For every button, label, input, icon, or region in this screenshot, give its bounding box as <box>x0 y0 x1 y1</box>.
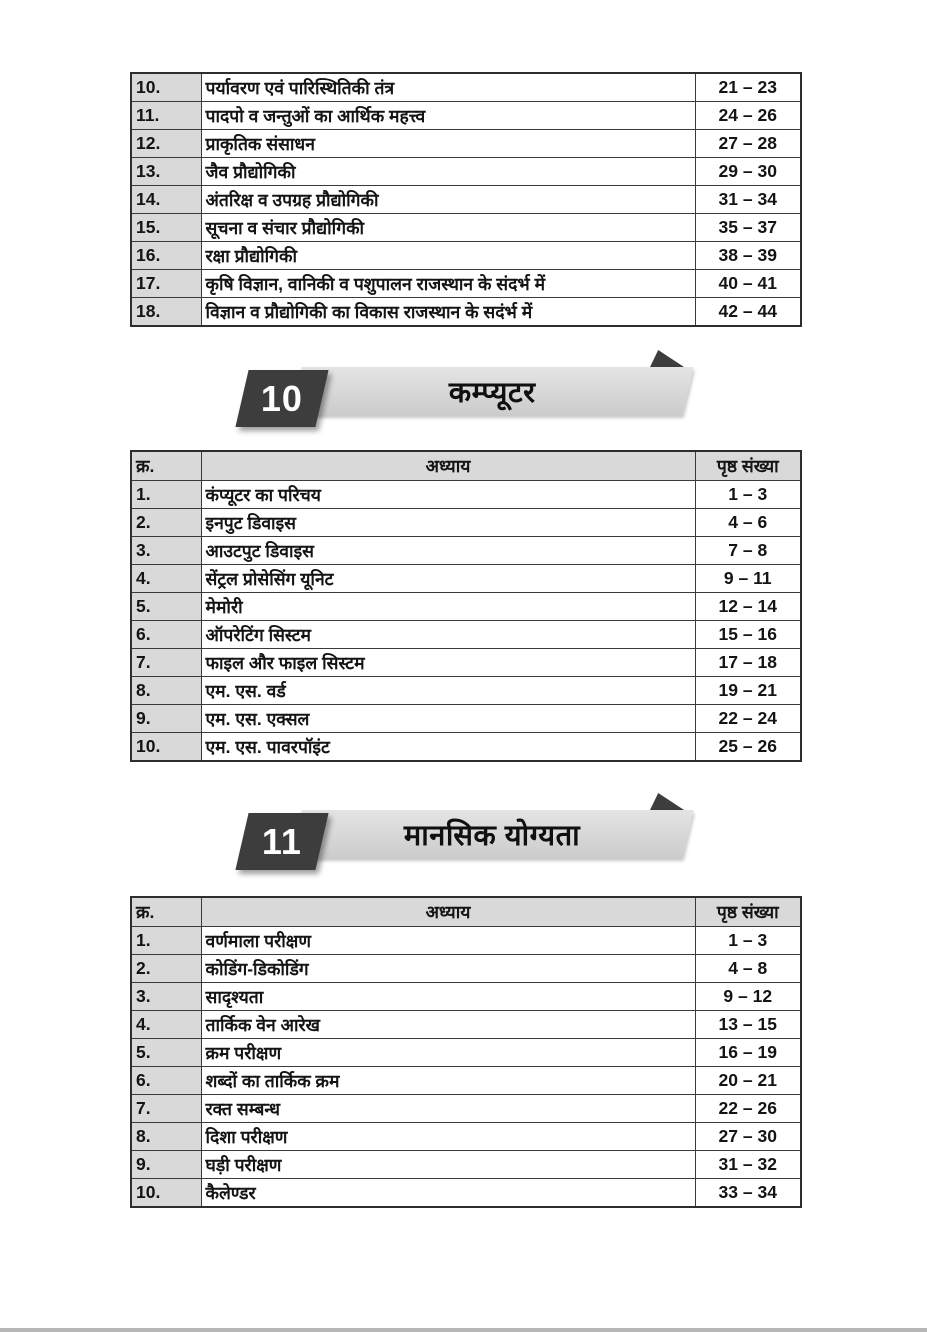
chapter-num-cell: 6. <box>131 621 201 649</box>
table-header-row <box>131 897 801 927</box>
chapter-row <box>131 242 801 270</box>
toc-table-mental-ability <box>130 896 802 1208</box>
chapter-pages-cell: 16 – 19 <box>695 1039 801 1067</box>
chapter-row <box>131 270 801 298</box>
section-title: मानसिक योग्यता <box>403 819 581 852</box>
chapter-num-cell: 16. <box>131 242 201 270</box>
chapter-chapter-cell: घड़ी परीक्षण <box>201 1151 695 1179</box>
section-11-banner <box>230 793 695 877</box>
chapter-pages-cell: 22 – 24 <box>695 705 801 733</box>
section-number: 10 <box>260 377 304 419</box>
chapter-num-cell: 1. <box>131 481 201 509</box>
chapter-row <box>131 983 801 1011</box>
chapter-pages-cell: 1 – 3 <box>695 481 801 509</box>
chapter-row <box>131 1095 801 1123</box>
chapter-num-cell: 1. <box>131 927 201 955</box>
chapter-num-cell: 17. <box>131 270 201 298</box>
chapter-pages-cell: 7 – 8 <box>695 537 801 565</box>
chapter-num-cell: 11. <box>131 102 201 130</box>
chapter-pages-cell: 31 – 34 <box>695 186 801 214</box>
chapter-chapter-cell: आउटपुट डिवाइस <box>201 537 695 565</box>
chapter-chapter-cell: रक्षा प्रौद्योगिकी <box>201 242 695 270</box>
section-title-ribbon <box>290 367 693 415</box>
chapter-num-cell: 10. <box>131 733 201 762</box>
header-chapter: अध्याय <box>201 451 695 481</box>
chapter-row <box>131 705 801 733</box>
section-10-banner <box>230 350 695 434</box>
section-number-badge <box>235 370 328 427</box>
chapter-chapter-cell: एम. एस. पावरपॉइंट <box>201 733 695 762</box>
chapter-chapter-cell: ऑपरेटिंग सिस्टम <box>201 621 695 649</box>
chapter-num-cell: 10. <box>131 1179 201 1208</box>
chapter-chapter-cell: फाइल और फाइल सिस्टम <box>201 649 695 677</box>
chapter-pages-cell: 15 – 16 <box>695 621 801 649</box>
chapter-num-cell: 13. <box>131 158 201 186</box>
chapter-pages-cell: 19 – 21 <box>695 677 801 705</box>
chapter-row <box>131 214 801 242</box>
chapter-num-cell: 9. <box>131 705 201 733</box>
chapter-row <box>131 1039 801 1067</box>
chapter-chapter-cell: सूचना व संचार प्रौद्योगिकी <box>201 214 695 242</box>
chapter-chapter-cell: विज्ञान व प्रौद्योगिकी का विकास राजस्थान के सदंर्भ में <box>201 298 695 327</box>
section-title-ribbon <box>290 810 693 858</box>
chapter-row <box>131 927 801 955</box>
chapter-chapter-cell: क्रम परीक्षण <box>201 1039 695 1067</box>
chapter-num-cell: 18. <box>131 298 201 327</box>
chapter-pages-cell: 4 – 8 <box>695 955 801 983</box>
chapter-pages-cell: 13 – 15 <box>695 1011 801 1039</box>
chapter-chapter-cell: कैलेण्डर <box>201 1179 695 1208</box>
chapter-pages-cell: 27 – 30 <box>695 1123 801 1151</box>
header-serial: क्र. <box>131 451 201 481</box>
chapter-num-cell: 8. <box>131 677 201 705</box>
chapter-pages-cell: 24 – 26 <box>695 102 801 130</box>
chapter-chapter-cell: रक्त सम्बन्ध <box>201 1095 695 1123</box>
chapter-pages-cell: 12 – 14 <box>695 593 801 621</box>
toc-table-science-continued <box>130 72 802 327</box>
chapter-pages-cell: 40 – 41 <box>695 270 801 298</box>
chapter-num-cell: 9. <box>131 1151 201 1179</box>
chapter-num-cell: 5. <box>131 1039 201 1067</box>
chapter-chapter-cell: दिशा परीक्षण <box>201 1123 695 1151</box>
section-number-badge <box>235 813 328 870</box>
chapter-row <box>131 509 801 537</box>
chapter-pages-cell: 20 – 21 <box>695 1067 801 1095</box>
chapter-pages-cell: 9 – 11 <box>695 565 801 593</box>
chapter-pages-cell: 25 – 26 <box>695 733 801 762</box>
header-chapter: अध्याय <box>201 897 695 927</box>
chapter-row <box>131 102 801 130</box>
chapter-pages-cell: 1 – 3 <box>695 927 801 955</box>
chapter-chapter-cell: पर्यावरण एवं पारिस्थितिकी तंत्र <box>201 73 695 102</box>
chapter-num-cell: 12. <box>131 130 201 158</box>
chapter-pages-cell: 17 – 18 <box>695 649 801 677</box>
chapter-chapter-cell: इनपुट डिवाइस <box>201 509 695 537</box>
chapter-chapter-cell: एम. एस. एक्सल <box>201 705 695 733</box>
page-bottom-bar <box>0 1328 927 1332</box>
section-number: 11 <box>261 820 303 862</box>
chapter-row <box>131 1067 801 1095</box>
chapter-num-cell: 4. <box>131 565 201 593</box>
chapter-num-cell: 14. <box>131 186 201 214</box>
chapter-row <box>131 1011 801 1039</box>
toc-table-computer <box>130 450 802 762</box>
chapter-row <box>131 733 801 762</box>
chapter-chapter-cell: सादृश्यता <box>201 983 695 1011</box>
chapter-num-cell: 6. <box>131 1067 201 1095</box>
chapter-num-cell: 15. <box>131 214 201 242</box>
chapter-pages-cell: 4 – 6 <box>695 509 801 537</box>
chapter-row <box>131 649 801 677</box>
header-pages: पृष्ठ संख्या <box>695 451 801 481</box>
chapter-row <box>131 298 801 327</box>
chapter-row <box>131 158 801 186</box>
chapter-num-cell: 4. <box>131 1011 201 1039</box>
chapter-chapter-cell: तार्किक वेन आरेख <box>201 1011 695 1039</box>
chapter-chapter-cell: कृषि विज्ञान, वानिकी व पशुपालन राजस्थान के संदर्भ में <box>201 270 695 298</box>
chapter-row <box>131 186 801 214</box>
chapter-row <box>131 1151 801 1179</box>
chapter-chapter-cell: मेमोरी <box>201 593 695 621</box>
chapter-num-cell: 3. <box>131 983 201 1011</box>
table-header-row <box>131 451 801 481</box>
chapter-chapter-cell: जैव प्रौद्योगिकी <box>201 158 695 186</box>
chapter-chapter-cell: अंतरिक्ष व उपग्रह प्रौद्योगिकी <box>201 186 695 214</box>
chapter-num-cell: 2. <box>131 955 201 983</box>
chapter-pages-cell: 38 – 39 <box>695 242 801 270</box>
chapter-pages-cell: 21 – 23 <box>695 73 801 102</box>
chapter-row <box>131 481 801 509</box>
chapter-num-cell: 10. <box>131 73 201 102</box>
chapter-row <box>131 677 801 705</box>
chapter-num-cell: 2. <box>131 509 201 537</box>
chapter-pages-cell: 42 – 44 <box>695 298 801 327</box>
chapter-row <box>131 955 801 983</box>
chapter-row <box>131 1179 801 1208</box>
chapter-pages-cell: 35 – 37 <box>695 214 801 242</box>
chapter-row <box>131 593 801 621</box>
chapter-chapter-cell: प्राकृतिक संसाधन <box>201 130 695 158</box>
chapter-chapter-cell: एम. एस. वर्ड <box>201 677 695 705</box>
chapter-pages-cell: 33 – 34 <box>695 1179 801 1208</box>
chapter-row <box>131 73 801 102</box>
chapter-pages-cell: 31 – 32 <box>695 1151 801 1179</box>
chapter-chapter-cell: कंप्यूटर का परिचय <box>201 481 695 509</box>
chapter-pages-cell: 29 – 30 <box>695 158 801 186</box>
chapter-row <box>131 621 801 649</box>
chapter-chapter-cell: कोडिंग-डिकोडिंग <box>201 955 695 983</box>
chapter-num-cell: 7. <box>131 1095 201 1123</box>
chapter-num-cell: 3. <box>131 537 201 565</box>
chapter-num-cell: 7. <box>131 649 201 677</box>
chapter-chapter-cell: शब्दों का तार्किक क्रम <box>201 1067 695 1095</box>
header-pages: पृष्ठ संख्या <box>695 897 801 927</box>
section-title: कम्प्यूटर <box>448 376 536 409</box>
chapter-chapter-cell: सेंट्रल प्रोसेसिंग यूनिट <box>201 565 695 593</box>
chapter-chapter-cell: वर्णमाला परीक्षण <box>201 927 695 955</box>
chapter-row <box>131 565 801 593</box>
chapter-row <box>131 130 801 158</box>
chapter-pages-cell: 22 – 26 <box>695 1095 801 1123</box>
header-serial: क्र. <box>131 897 201 927</box>
chapter-chapter-cell: पादपो व जन्तुओं का आर्थिक महत्त्व <box>201 102 695 130</box>
chapter-row <box>131 1123 801 1151</box>
chapter-num-cell: 5. <box>131 593 201 621</box>
chapter-pages-cell: 9 – 12 <box>695 983 801 1011</box>
chapter-row <box>131 537 801 565</box>
chapter-num-cell: 8. <box>131 1123 201 1151</box>
chapter-pages-cell: 27 – 28 <box>695 130 801 158</box>
